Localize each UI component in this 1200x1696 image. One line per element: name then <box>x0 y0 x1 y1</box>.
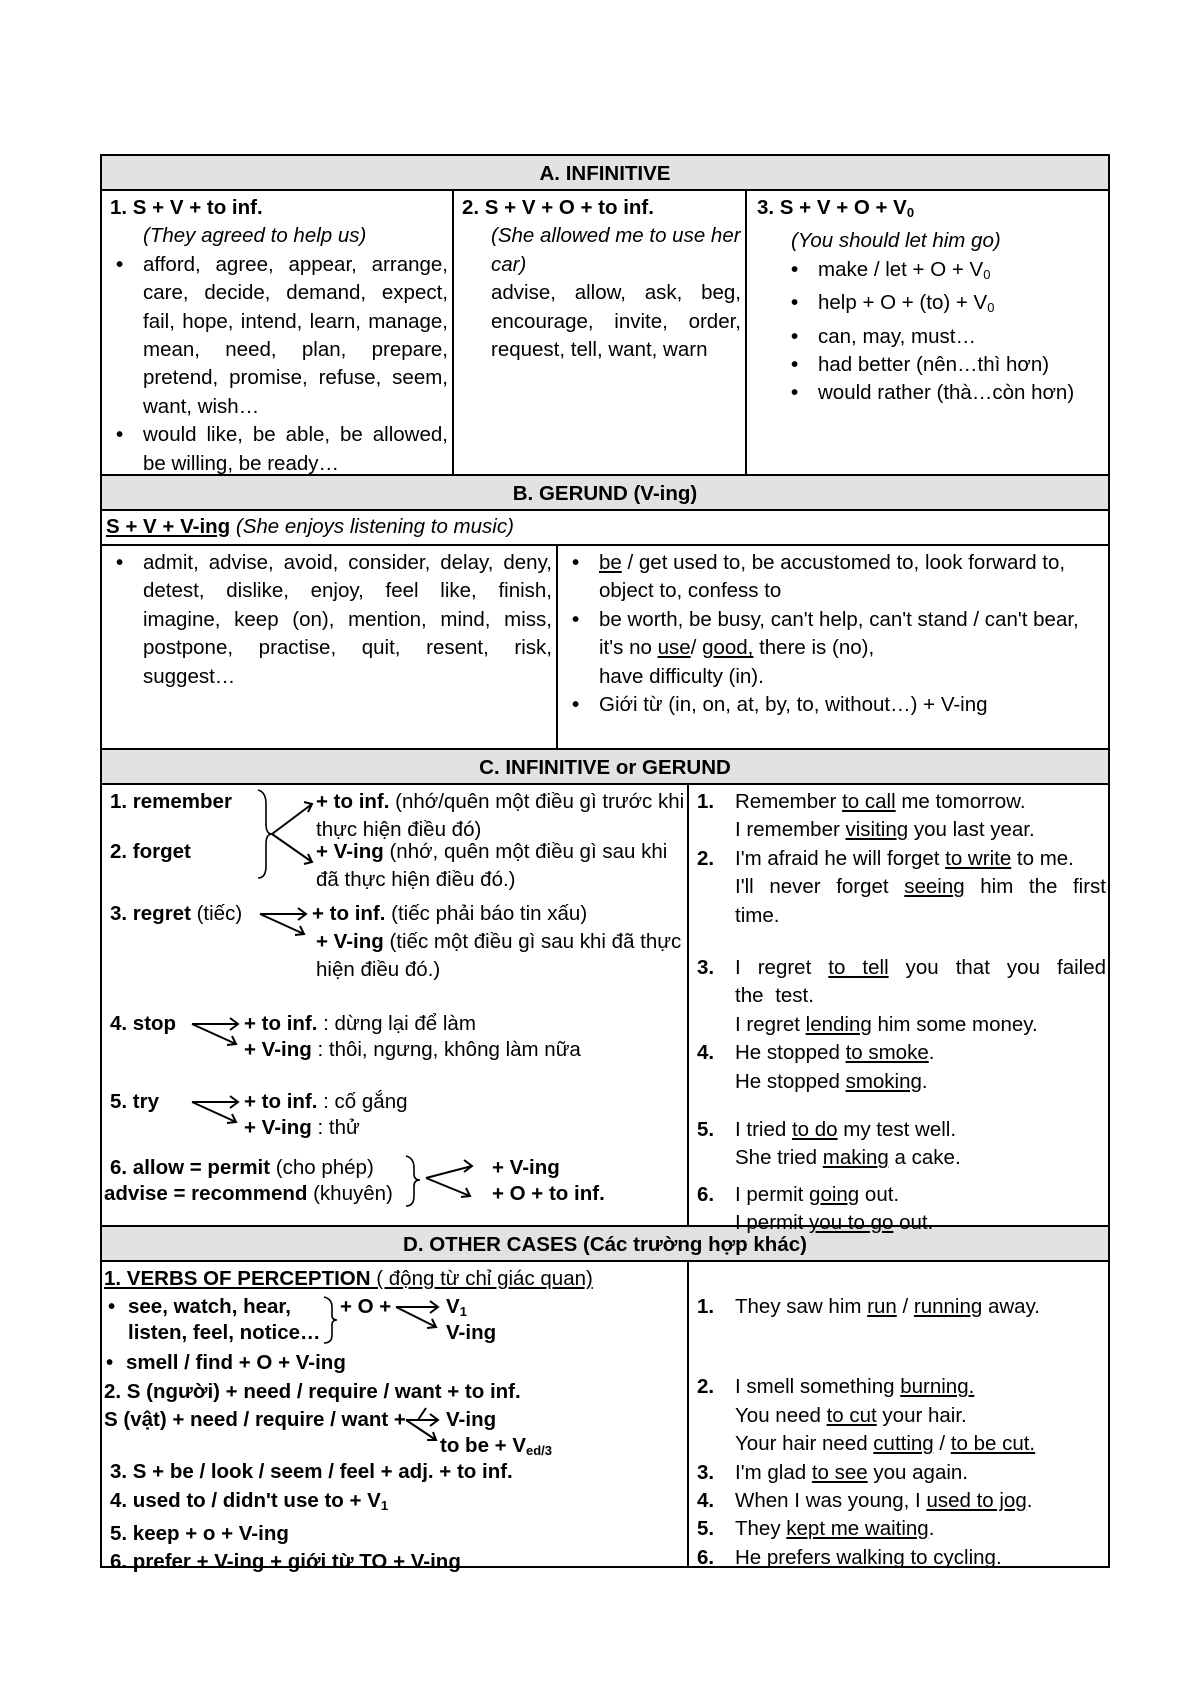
c-allow-inf: + O + to inf. <box>492 1182 605 1205</box>
c-ex-5: 5. I tried to do my test well. She tried making a cake. <box>697 1118 961 1170</box>
d-bullet-dot-2: • <box>106 1351 114 1375</box>
gerund-left <box>102 546 558 748</box>
d-perception-brace <box>322 1295 338 1345</box>
d-listen: listen, feel, notice… <box>128 1321 321 1345</box>
gerund-right <box>558 546 1108 748</box>
infinitive-col-1 <box>102 191 454 474</box>
col3-example: (You should let him go) <box>791 229 1001 253</box>
c-stop <box>106 1010 683 1074</box>
c-ex-1: 1. Remember to call me tomorrow. I remember visiting you last year. <box>697 790 1035 842</box>
d-line-4: 4. used to / didn't use to + $V_1$ <box>110 1488 389 1513</box>
d-ex-6: 6. He prefers walking to cycling. <box>697 1545 1002 1569</box>
c-rf-brace-arrows <box>246 788 316 880</box>
d-line-3: 3. S + be / look / seem / feel + adj. + to inf. <box>110 1460 513 1484</box>
col1-bullet-1: • afford, agree, appear, arrange, care, decide, demand, expect, fail, hope, intend, learn, manage, mean, need, plan, prepare, pretend, promise, refuse, seem, want, wish… <box>106 251 448 421</box>
c-try-arrows <box>190 1092 242 1128</box>
c-forget: 2. forget <box>110 840 191 863</box>
col1-example: (They agreed to help us) <box>143 224 367 248</box>
c-regret-inf: + to inf. (tiếc phải báo tin xấu) <box>312 902 588 925</box>
section-d-row <box>102 1262 1108 1574</box>
d-right <box>689 1262 1108 1569</box>
d-need-2-block <box>104 1406 683 1458</box>
gerund-right-bullet-1: • be / get used to, be accustomed to, look forward to, object to, confess to <box>562 549 1104 606</box>
gerund-right-bullet-2: • be worth, be busy, can't help, can't stand / can't bear, it's no use/ good, there is (no), have difficulty (in). <box>562 606 1104 691</box>
col3-bullets <box>757 256 1104 408</box>
col3-item-1: • make / let + $O + V_0$ <box>781 256 1104 289</box>
d-left <box>102 1262 689 1574</box>
c-allow-brace-arrows <box>404 1154 480 1208</box>
infinitive-col-3 <box>747 191 1108 474</box>
d-bullet-dot-1: • <box>108 1295 116 1319</box>
col1-bullet-2: • would like, be able, be allowed, be willing, be ready… <box>106 421 448 478</box>
section-a-header: A. INFINITIVE <box>102 156 1108 191</box>
c-regret-ing: + V-ing (tiếc một điều gì sau khi đã thực hiện điều đó.) <box>316 930 682 982</box>
d-ex-3: 3. I'm glad to see you again. <box>697 1460 969 1484</box>
c-stop-inf: + to inf. : dừng lại để làm <box>244 1012 476 1035</box>
d-need-1: 2. S (người) + need / require / want + to inf. <box>104 1379 521 1403</box>
gerund-right-bullets <box>562 549 1104 719</box>
d-see: see, watch, hear, <box>128 1295 291 1319</box>
section-d-header: D. OTHER CASES (Các trường hợp khác) <box>102 1227 1108 1262</box>
section-a-row <box>102 191 1108 476</box>
d-need-ving: V-ing <box>446 1408 497 1432</box>
c-stop-arrows <box>190 1014 242 1050</box>
grammar-table <box>100 154 1110 1574</box>
d-plus-o: + O + <box>340 1295 392 1319</box>
c-try-ing: + V-ing : thử <box>244 1116 360 1139</box>
c-remember: 1. remember <box>110 790 232 813</box>
gerund-left-bullet: • admit, advise, avoid, consider, delay, deny, detest, dislike, enjoy, feel like, finish, imagine, keep (on), mention, mind, miss, postpone, practise, quit, resent, risk, suggest… <box>106 549 552 691</box>
col3-item-3: • can, may, must… <box>781 323 1104 351</box>
c-ex-3: 3. I regret to tell you that you failed the test. I regret lending him some money. <box>697 956 1107 1036</box>
d-ex-5: 5. They kept me waiting. <box>697 1517 935 1541</box>
c-allow <box>106 1154 683 1214</box>
col2-heading: 2. S + V + O + to inf. <box>462 196 654 219</box>
col2-body <box>462 222 741 364</box>
d-v1: $V_1$ <box>446 1295 467 1320</box>
gerund-pattern-row <box>102 511 1108 546</box>
section-c-row <box>102 785 1108 1235</box>
d-ex-2: 2. I smell something burning. You need to cut your hair. Your hair need cutting / to be cut. <box>697 1375 1036 1456</box>
c-stop-ing: + V-ing : thôi, ngưng, không làm nữa <box>244 1038 581 1061</box>
c-try-label: 5. try <box>110 1090 159 1113</box>
col2-verbs: advise, allow, ask, beg, encourage, invite, order, request, tell, want, warn <box>491 281 741 362</box>
d-line-6: 6. prefer + V-ing + giới từ TO + V-ing <box>110 1550 461 1574</box>
c-rf-ing: + V-ing (nhớ, quên một điều gì sau khi đã thực hiện điều đó.) <box>316 840 668 892</box>
d-ex-4: 4. When I was young, I used to jog. <box>697 1489 1033 1513</box>
col3-heading: 3. $S + V + O + V_0$ <box>757 196 915 220</box>
c-right <box>689 785 1108 1235</box>
d-ving: V-ing <box>446 1321 497 1345</box>
c-ex-2: 2. I'm afraid he will forget to write to me. I'll never forget seeing him the first time. <box>697 846 1106 927</box>
d-line-5: 5. keep + o + V-ing <box>110 1522 289 1546</box>
c-regret <box>106 900 683 1004</box>
gerund-left-bullets <box>106 549 552 691</box>
d-need-arrows <box>404 1406 444 1446</box>
col3-item-4: • had better (nên…thì hơn) <box>781 351 1104 379</box>
infinitive-col-2 <box>454 191 747 474</box>
c-remember-forget <box>106 788 683 892</box>
c-regret-label: 3. regret (tiếc) <box>110 902 243 925</box>
c-try <box>106 1088 683 1152</box>
c-allow-ing: + V-ing <box>492 1156 560 1179</box>
c-left <box>102 785 689 1225</box>
d-need-2: S (vật) + need / require / want + <box>104 1408 406 1432</box>
c-advise-label: advise = recommend (khuyên) <box>104 1182 393 1205</box>
section-c-header: C. INFINITIVE or GERUND <box>102 750 1108 785</box>
d-smell: • smell / find + O + V-ing <box>104 1349 683 1377</box>
c-regret-arrows <box>258 904 310 940</box>
d-ex-1: 1. They saw him run / running away. <box>697 1295 1041 1318</box>
col1-bullets <box>106 251 448 478</box>
col3-item-2: • help + $O + (to) + V_0$ <box>781 289 1104 322</box>
gerund-lists-row <box>102 546 1108 750</box>
gerund-right-bullet-3: • Giới từ (in, on, at, by, to, without…) + V-ing <box>562 691 1104 719</box>
col1-heading: 1. S + V + to inf. <box>110 196 263 219</box>
c-allow-label: 6. allow = permit (cho phép) <box>110 1156 374 1179</box>
c-try-inf: + to inf. : cố gắng <box>244 1090 408 1113</box>
gerund-pattern: S + V + V-ing (She enjoys listening to music) <box>106 515 514 538</box>
d-perception-title: 1. VERBS OF PERCEPTION ( động từ chỉ giác quan) <box>104 1267 593 1290</box>
c-ex-6: 6. I permit going out. I permit you to go out. <box>697 1182 934 1235</box>
d-perception-arrows <box>394 1297 442 1333</box>
col3-item-5: • would rather (thà…còn hơn) <box>781 379 1104 407</box>
section-b-header: B. GERUND (V-ing) <box>102 476 1108 511</box>
c-rf-inf: + to inf. (nhớ/quên một điều gì trước khi thực hiện điều đó) <box>316 790 685 842</box>
col2-example: (She allowed me to use her car) <box>491 224 741 276</box>
d-need-tobe: to be + $V_{ed/3}$ <box>440 1434 553 1459</box>
c-stop-label: 4. stop <box>110 1012 177 1035</box>
d-perception-block <box>104 1293 683 1349</box>
c-ex-4: 4. He stopped to smoke. He stopped smoking. <box>697 1041 935 1093</box>
